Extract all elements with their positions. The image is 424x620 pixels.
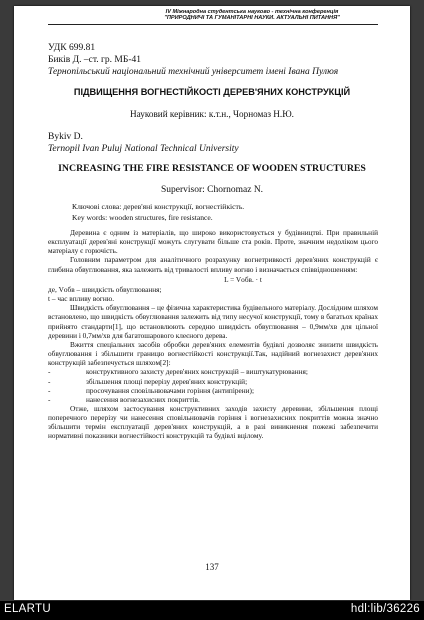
list-item-text: збільшення площі перерізу дерев'яних конструкцій;: [86, 376, 248, 386]
formula-legend-t: t – час впливу вогню.: [48, 294, 115, 304]
keywords-en: Key words: wooden structures, fire resistance.: [72, 213, 213, 222]
header-line-1: IV Міжнародна студентська науково - технічна конференція: [165, 9, 339, 15]
paragraph-conclusion: Отже, шляхом застосування конструктивних заходів захисту деревини, збільшення площі поперечного перерізу чи нанесення сповільнювачів горіння і вогнезахисних покриттів можна значно збільшити термін експлуатації дерев'яних конструкцій, а в разі виникнення пожежі забезпечити нормативні показники вогнестійкості конструкцій та будівлі вцілому.: [48, 403, 378, 441]
formula: L = Vобв. · t: [224, 274, 262, 284]
keywords-ua: Ключові слова: дерев'яні конструкції, вогнестійкість.: [72, 202, 245, 211]
list-dash: -: [48, 367, 51, 377]
header-line-2: "ПРИРОДНИЧІ ТА ГУМАНІТАРНІ НАУКИ. АКТУАЛЬНІ ПИТАННЯ": [164, 15, 340, 22]
paragraph-protection: Вжиття спеціальних засобів обробки дерев'яних елементів будівлі дозволяє знизити швидкість обвуглювання і збільшити границю вогнестійкості конструкції.Так, надійний вогнезахист дерев'яних конструкцій забезпечується шляхом[2]:: [48, 339, 378, 368]
document-page: [14, 6, 410, 600]
list-item-text: просочування сповільнювачами горіння (антипірени);: [86, 385, 254, 395]
repository-label: ELARTU: [4, 603, 51, 615]
article-body: [48, 228, 378, 441]
title-ua: ПІДВИЩЕННЯ ВОГНЕСТІЙКОСТІ ДЕРЕВ'ЯНИХ КОНСТРУКЦІЙ: [73, 87, 351, 97]
conference-header: [134, 9, 370, 22]
list-dash: -: [48, 394, 51, 404]
list-item: [48, 377, 378, 386]
paragraph-charring-rate: Швидкість обвуглювання – це фізична характеристика будівельного матеріалу. Дослідним шляхом встановлено, що швидкість обвуглювання залежить від типу несучої конструкції, тому в багатьох країнах прийнято стандарти[1], що встановлюють середню швидкість обвуглювання – 0,9мм/хв для цільної деревини і 0,7мм/хв для багатошарового клеєного дерева.: [48, 303, 378, 340]
list-dash: -: [48, 385, 51, 395]
title-en: INCREASING THE FIRE RESISTANCE OF WOODEN STRUCTURES: [58, 163, 366, 174]
paragraph-parameter: Головним параметром для аналітичного розрахунку вогнетривкості дерев'яних конструкцій є глибина обвуглювання, яка залежить від тривалості впливу вогню і визначається співвідношенням:: [48, 255, 378, 274]
supervisor-ua: Науковий керівник: к.т.н., Чорномаз Н.Ю.: [130, 109, 294, 119]
page-number: 137: [205, 562, 219, 572]
institution-ua: Тернопільський національний технічний університет імені Івана Пулюя: [48, 67, 339, 77]
list-item: [48, 367, 378, 376]
list-item: [48, 395, 378, 404]
list-dash: -: [48, 376, 51, 386]
header-rule: [48, 24, 378, 25]
formula-legend-v: де, Vобв – швидкість обвуглювання;: [48, 284, 162, 294]
list-item-text: конструктивного захисту дерев'яних конструкцій – виштукатурювання;: [86, 367, 308, 377]
author-ua: Биків Д. –ст. гр. МБ-41: [48, 55, 142, 65]
handle-label: hdl:lib/36226: [350, 603, 420, 615]
list-item-text: нанесення вогнезахисних покриттів.: [86, 394, 200, 404]
author-en: Bykiv D.: [48, 132, 83, 142]
list-item: [48, 386, 378, 395]
paragraph-intro: Деревина є одним із матеріалів, що широко використовується у будівництві. При правильній експлуатації дерев'яні конструкції можуть слугувати більше ста років. Проте, значним недоліком цього матеріалу є горючість.: [48, 228, 378, 256]
udc-code: УДК 699.81: [48, 43, 96, 53]
institution-en: Ternopil Ivan Puluj National Technical University: [48, 144, 239, 154]
supervisor-en: Supervisor: Chornomaz N.: [160, 185, 264, 195]
